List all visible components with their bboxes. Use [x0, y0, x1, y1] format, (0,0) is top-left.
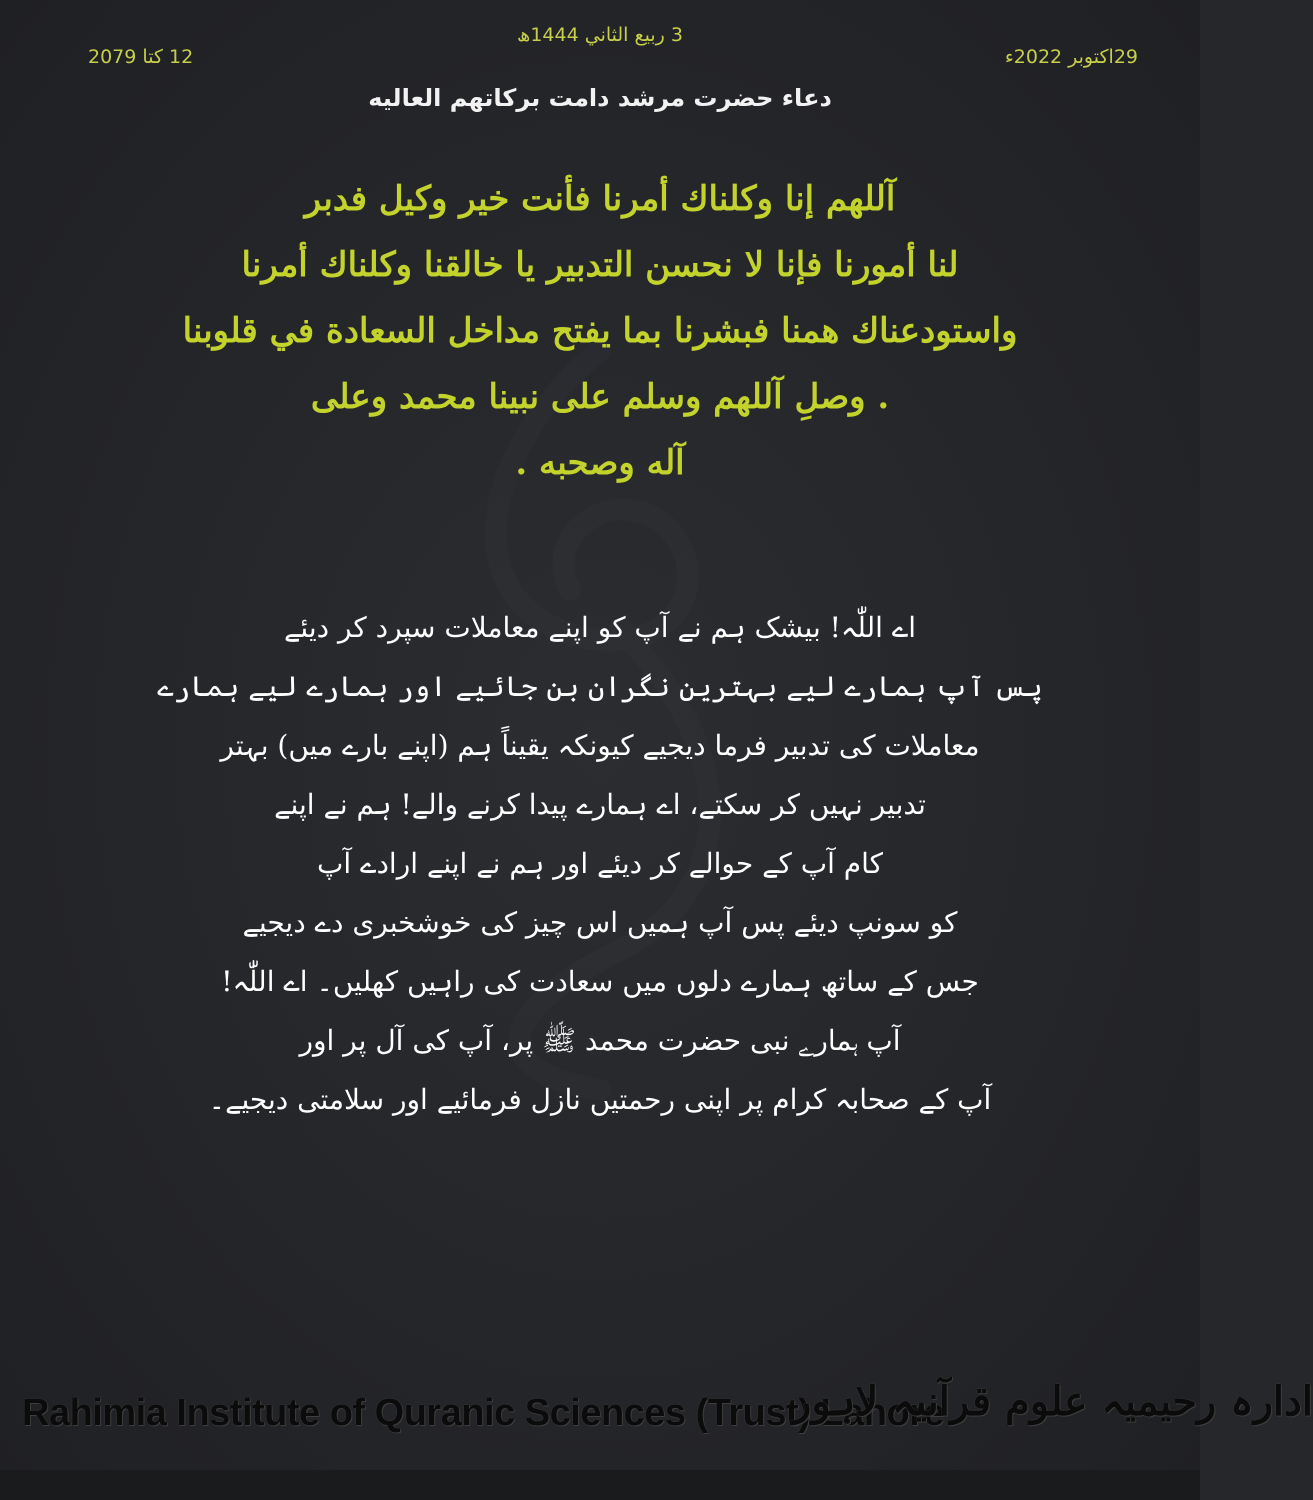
page-title: دعاء حضرت مرشد دامت برکاتهم العالیه: [368, 84, 832, 112]
hijri-date: 3 ربيع الثاني 1444ھ: [517, 24, 683, 46]
arabic-line: . وصلِ آللهم وسلم على نبينا محمد وعلى: [310, 377, 890, 417]
urdu-line: جس کے ساتھ ہمارے دلوں میں سعادت کی راہیں کھلیں۔ اے اللّٰہ!: [221, 965, 979, 998]
institute-name: Rahimia Institute of Quranic Sciences (Trust) Lahore: [22, 1392, 945, 1434]
urdu-line: اے اللّٰہ! بیشک ہم نے آپ کو اپنے معاملات سپرد کر دیئے: [283, 611, 917, 644]
arabic-line: لنا أمورنا فإنا لا نحسن التدبير يا خالقنا وكلناك أمرنا: [241, 245, 959, 285]
urdu-line: کام آپ کے حوالے کر دیئے اور ہم نے اپنے ارادے آپ: [317, 847, 883, 880]
urdu-translation: [120, 598, 1080, 1129]
urdu-line: پس آپ ہمارے لیے بہترین نگران بن جائیے اور ہمارے لیے ہمارے: [157, 670, 1043, 703]
institute-logo: ادارہ رحیمیہ علوم قرآنیہ لاہور: [792, 1378, 1313, 1425]
urdu-line: آپ کے صحابہ کرام پر اپنی رحمتیں نازل فرمائیے اور سلامتی دیجیے۔: [208, 1083, 992, 1116]
arabic-line: آله وصحبه .: [515, 443, 685, 483]
urdu-line: معاملات کی تدبیر فرما دیجیے کیونکہ یقیناً ہم (اپنے بارے میں) بہتر: [220, 729, 980, 762]
urdu-line: کو سونپ دیئے پس آپ ہمیں اس چیز کی خوشخبری دے دیجیے: [242, 906, 958, 939]
footer-bar: [0, 1470, 1200, 1500]
arabic-line: آللهم إنا وكلناك أمرنا فأنت خير وكيل فدبر: [304, 179, 896, 219]
gregorian-date: 29اکتوبر 2022ء: [1004, 46, 1138, 68]
urdu-line: تدبیر نہیں کر سکتے، اے ہمارے پیدا کرنے والے! ہم نے اپنے: [274, 788, 926, 821]
urdu-line: آپ ہمارے نبی حضرت محمد ﷺ پر، آپ کی آل پر اور: [299, 1024, 901, 1057]
arabic-line: واستودعناك همنا فبشرنا بما يفتح مداخل السعادة في قلوبنا: [182, 311, 1018, 351]
bikrami-date: 12 کتا 2079: [88, 46, 194, 68]
arabic-supplication: [60, 166, 1140, 496]
